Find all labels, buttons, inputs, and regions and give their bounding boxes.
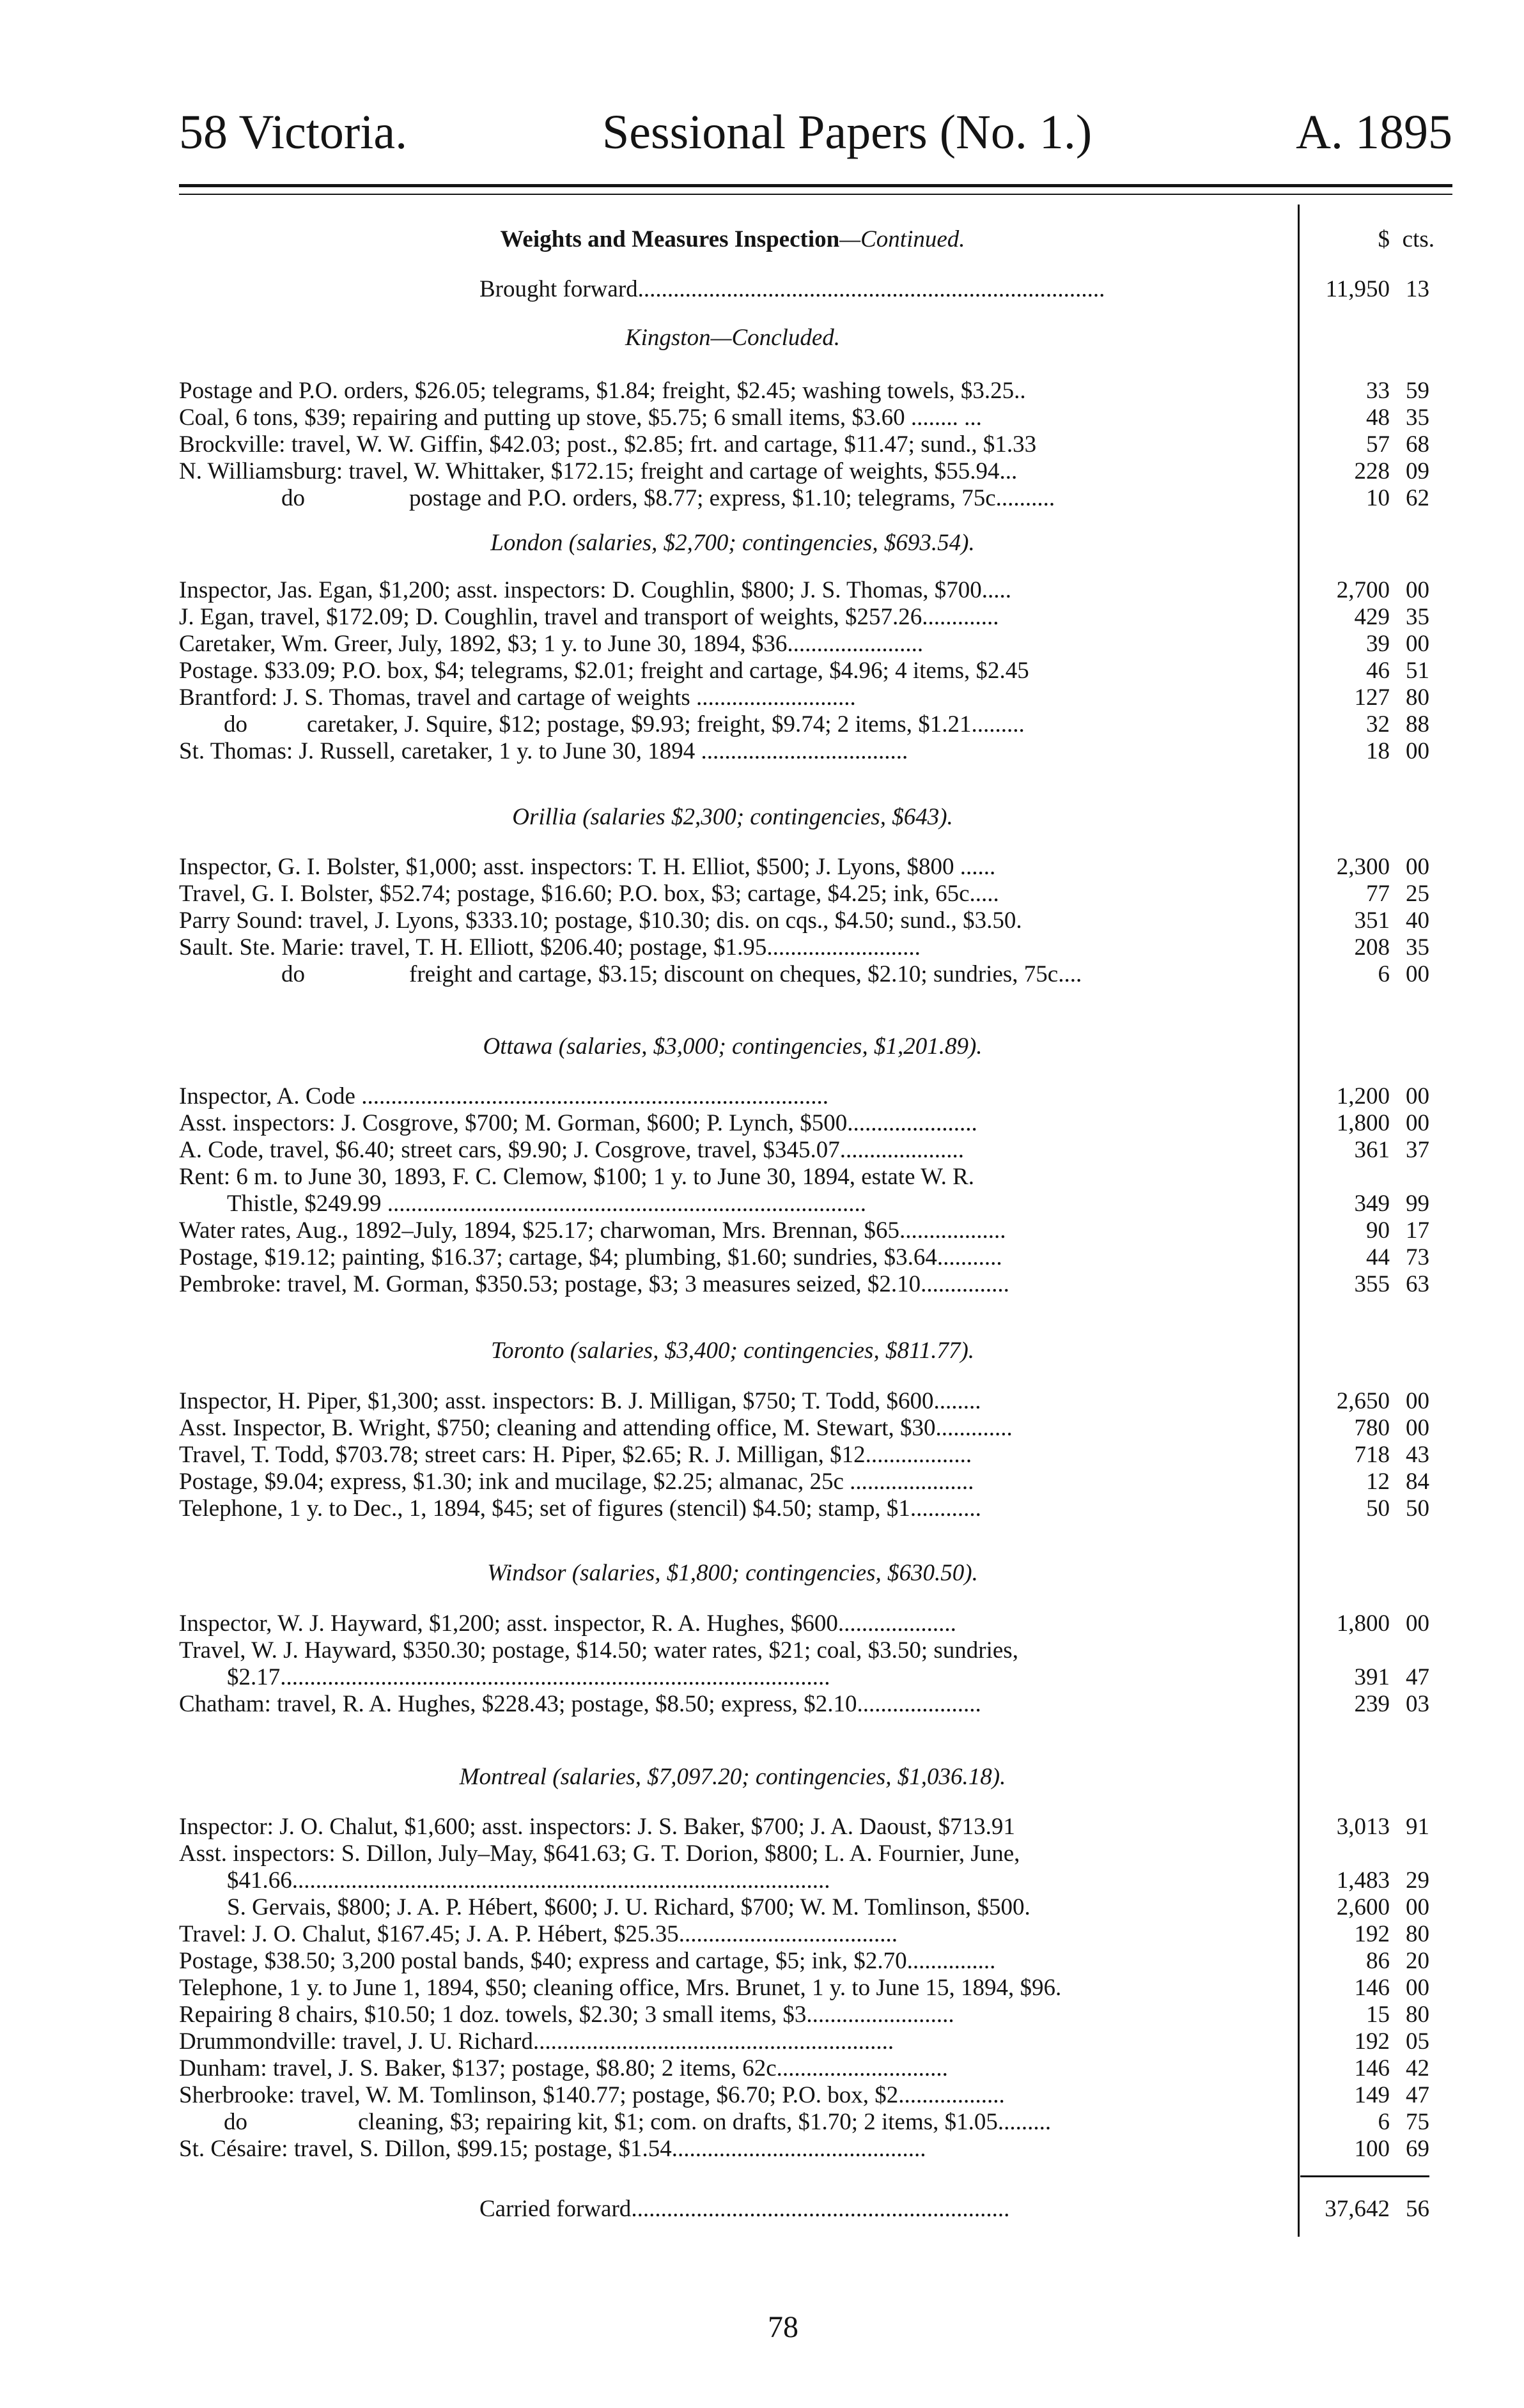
ledger-line: Rent: 6 m. to June 30, 1893, F. C. Clemow, $100; 1 y. to June 30, 1894, estate W. R. — [179, 1164, 975, 1190]
amount-cell: 12 84 — [1366, 1469, 1429, 1495]
amount-cell: 6 00 — [1378, 961, 1429, 987]
section-heading-montreal: Montreal (salaries, $7,097.20; contingencies, $1,036.18). — [459, 1764, 1006, 1790]
ledger-line: Dunham: travel, J. S. Baker, $137; postage, $8.80; 2 items, 62c............................. — [179, 2055, 948, 2081]
ledger-line: Sault. Ste. Marie: travel, T. H. Elliott, $206.40; postage, $1.95.......................... — [179, 934, 921, 961]
ledger-line: Drummondville: travel, J. U. Richard............................................................. — [179, 2028, 894, 2055]
header-publication: Sessional Papers (No. 1.) — [602, 105, 1092, 159]
section-heading-ottawa: Ottawa (salaries, $3,000; contingencies, $1,201.89). — [483, 1033, 983, 1060]
amount-cell: 351 40 — [1354, 907, 1429, 934]
amount-cell: 1,800 00 — [1336, 1610, 1429, 1637]
amount-cell: 2,650 00 — [1336, 1388, 1429, 1414]
ledger-line: Postage. $33.09; P.O. box, $4; telegrams, $2.01; freight and cartage, $4.96; 4 items, $2.45 — [179, 658, 1029, 684]
ledger-line: N. Williamsburg: travel, W. Whittaker, $172.15; freight and cartage of weights, $55.94... — [179, 458, 1018, 484]
ledger-line: J. Egan, travel, $172.09; D. Coughlin, travel and transport of weights, $257.26............. — [179, 604, 999, 630]
ledger-line: Inspector, G. I. Bolster, $1,000; asst. inspectors: T. H. Elliot, $500; J. Lyons, $800 ...... — [179, 854, 996, 880]
amount-cell: 718 43 — [1354, 1442, 1429, 1468]
ledger-line: Travel: J. O. Chalut, $167.45; J. A. P. Hébert, $25.35..................................... — [179, 1921, 898, 1947]
ledger-line: Inspector, W. J. Hayward, $1,200; asst. inspector, R. A. Hughes, $600.................... — [179, 1610, 956, 1637]
col-cents: cts. — [1402, 226, 1435, 252]
section-heading-orillia: Orillia (salaries $2,300; contingencies, $643). — [512, 804, 953, 830]
ledger-line: A. Code, travel, $6.40; street cars, $9.90; J. Cosgrove, travel, $345.07..................... — [179, 1137, 964, 1163]
ledger-line: St. Césaire: travel, S. Dillon, $99.15; postage, $1.54........................................... — [179, 2136, 926, 2162]
ledger-line: Asst. inspectors: J. Cosgrove, $700; M. Gorman, $600; P. Lynch, $500...................... — [179, 1110, 977, 1136]
ledger-line: S. Gervais, $800; J. A. P. Hébert, $600; J. U. Richard, $700; W. M. Tomlinson, $500. — [227, 1894, 1030, 1920]
ledger-line: Sherbrooke: travel, W. M. Tomlinson, $140.77; postage, $6.70; P.O. box, $2.................. — [179, 2082, 1005, 2108]
amount-cell: 1,483 29 — [1336, 1867, 1429, 1894]
amount-cell: 2,700 00 — [1336, 577, 1429, 603]
amount-cell: 1,800 00 — [1336, 1110, 1429, 1136]
amount-cell: 780 00 — [1354, 1415, 1429, 1441]
amount-cell: 33 59 — [1366, 378, 1429, 404]
ditto-mark: do — [281, 485, 305, 511]
ledger-line: Brantford: J. S. Thomas, travel and cartage of weights ........................... — [179, 684, 856, 711]
ledger-line: Travel, G. I. Bolster, $52.74; postage, $16.60; P.O. box, $3; cartage, $4.25; ink, 65c..... — [179, 881, 999, 907]
amount-cell: 39 00 — [1366, 631, 1429, 657]
amount-cell: 46 51 — [1366, 658, 1429, 684]
amount-cell: 391 47 — [1354, 1664, 1429, 1690]
brought-forward-label: Brought forward — [479, 276, 638, 302]
amount-cell: 192 05 — [1354, 2028, 1429, 2055]
amount-cell: 127 80 — [1354, 684, 1429, 711]
amount-cell: 48 35 — [1366, 405, 1429, 431]
amount-cell: 77 25 — [1366, 881, 1429, 907]
ledger-line: Water rates, Aug., 1892–July, 1894, $25.17; charwoman, Mrs. Brennan, $65.................. — [179, 1217, 1006, 1244]
carried-forward-amount: 37,642 56 — [1325, 2196, 1429, 2222]
amount-cell: 18 00 — [1366, 738, 1429, 764]
ledger-line: Postage and P.O. orders, $26.05; telegrams, $1.84; freight, $2.45; washing towels, $3.25.. — [179, 378, 1026, 404]
amount-cell: 3,013 91 — [1336, 1814, 1429, 1840]
ledger-line: Telephone, 1 y. to June 1, 1894, $50; cleaning office, Mrs. Brunet, 1 y. to June 15, 1894, $96. — [179, 1975, 1062, 2001]
amount-cell: 2,300 00 — [1336, 854, 1429, 880]
ledger-line-ditto: do caretaker, J. Squire, $12; postage, $9.93; freight, $9.74; 2 items, $1.21......... — [224, 711, 1025, 737]
ditto-mark: do — [224, 711, 247, 737]
ledger-line: Telephone, 1 y. to Dec., 1, 1894, $45; set of figures (stencil) $4.50; stamp, $1............ — [179, 1495, 981, 1522]
table-title-continued: —Continued. — [839, 226, 965, 252]
amount-cell: 146 00 — [1354, 1975, 1429, 2001]
amount-cell: 50 50 — [1366, 1495, 1429, 1522]
ledger-line: $2.17............................................................................................. — [227, 1664, 830, 1690]
ledger-line: Travel, W. J. Hayward, $350.30; postage, $14.50; water rates, $21; coal, $3.50; sundries, — [179, 1637, 1018, 1663]
amount-cell: 90 17 — [1366, 1217, 1429, 1244]
ledger-line: Inspector, Jas. Egan, $1,200; asst. inspectors: D. Coughlin, $800; J. S. Thomas, $700..... — [179, 577, 1012, 603]
ditto-mark: do — [281, 961, 305, 987]
ledger-line-ditto: do postage and P.O. orders, $8.77; express, $1.10; telegrams, 75c.......... — [281, 485, 1055, 511]
table-title — [179, 226, 1286, 253]
amount-cell: 239 03 — [1354, 1691, 1429, 1717]
ledger-line: Brockville: travel, W. W. Giffin, $42.03; post., $2.85; frt. and cartage, $11.47; sund., $1.33 — [179, 431, 1037, 458]
ledger-line-ditto: do freight and cartage, $3.15; discount on cheques, $2.10; sundries, 75c.... — [281, 961, 1082, 987]
amount-cell: 146 42 — [1354, 2055, 1429, 2081]
amount-cell: 100 69 — [1354, 2136, 1429, 2162]
ledger-line: Inspector, H. Piper, $1,300; asst. inspectors: B. J. Milligan, $750; T. Todd, $600........ — [179, 1388, 981, 1414]
brought-forward-leader: ............................................................................... — [637, 276, 1105, 302]
amount-cell: 192 80 — [1354, 1921, 1429, 1947]
section-heading-windsor: Windsor (salaries, $1,800; contingencies, $630.50). — [487, 1560, 978, 1586]
ledger-line: Coal, 6 tons, $39; repairing and putting up stove, $5.75; 6 small items, $3.60 ........ ... — [179, 405, 982, 431]
ledger-line: Asst. Inspector, B. Wright, $750; cleaning and attending office, M. Stewart, $30............. — [179, 1415, 1013, 1441]
amount-cell: 355 63 — [1354, 1271, 1429, 1297]
amount-cell: 10 62 — [1366, 485, 1429, 511]
col-dollars: $ — [1378, 226, 1390, 252]
ledger-line: Travel, T. Todd, $703.78; street cars: H. Piper, $2.65; R. J. Milligan, $12.................. — [179, 1442, 972, 1468]
ledger-line: Inspector, A. Code ............................................................................... — [179, 1083, 828, 1109]
carried-forward-leader: ................................................................ — [631, 2196, 1010, 2222]
ledger-line: Postage, $38.50; 3,200 postal bands, $40; express and cartage, $5; ink, $2.70............... — [179, 1948, 996, 1974]
ditto-mark: do — [224, 2109, 247, 2135]
ledger-line: Caretaker, Wm. Greer, July, 1892, $3; 1 y. to June 30, 1894, $36....................... — [179, 631, 924, 657]
header-rule-thin — [179, 194, 1452, 195]
amount-cell: 208 35 — [1354, 934, 1429, 961]
ledger-line: Inspector: J. O. Chalut, $1,600; asst. inspectors: J. S. Baker, $700; J. A. Daoust, $713.91 — [179, 1814, 1015, 1840]
ledger-line-ditto: do cleaning, $3; repairing kit, $1; com. on drafts, $1.70; 2 items, $1.05......... — [224, 2109, 1052, 2135]
ledger-line: Repairing 8 chairs, $10.50; 1 doz. towels, $2.30; 3 small items, $3......................... — [179, 2002, 954, 2028]
ledger-line: Postage, $9.04; express, $1.30; ink and mucilage, $2.25; almanac, 25c ..................... — [179, 1469, 974, 1495]
amount-cell: 32 88 — [1366, 711, 1429, 737]
header-rule-thick — [179, 184, 1452, 187]
page-number: 78 — [768, 2310, 798, 2344]
section-heading-kingston: Kingston—Concluded. — [625, 325, 841, 351]
amount-cell: 6 75 — [1378, 2109, 1429, 2135]
section-heading-toronto: Toronto (salaries, $3,400; contingencies, $811.77). — [490, 1338, 975, 1364]
ledger-line: Postage, $19.12; painting, $16.37; cartage, $4; plumbing, $1.60; sundries, $3.64........... — [179, 1244, 1002, 1270]
amount-column-header — [1308, 226, 1435, 253]
ledger-line: Pembroke: travel, M. Gorman, $350.53; postage, $3; 3 measures seized, $2.10............... — [179, 1271, 1009, 1297]
amount-cell: 44 73 — [1366, 1244, 1429, 1270]
table-title-main: Weights and Measures Inspection — [500, 226, 840, 252]
ledger-line: St. Thomas: J. Russell, caretaker, 1 y. to June 30, 1894 ................................... — [179, 738, 908, 764]
amount-cell: 1,200 00 — [1336, 1083, 1429, 1109]
amount-cell: 2,600 00 — [1336, 1894, 1429, 1920]
brought-forward-amount: 11,950 13 — [1325, 276, 1429, 302]
header-year: A. 1895 — [1296, 105, 1452, 159]
total-rule — [1300, 2175, 1429, 2177]
amount-cell: 15 80 — [1366, 2002, 1429, 2028]
amount-cell: 149 47 — [1354, 2082, 1429, 2108]
ledger-line: $41.66........................................................................................... — [227, 1867, 830, 1894]
amount-cell: 349 99 — [1354, 1191, 1429, 1217]
ledger-line: Parry Sound: travel, J. Lyons, $333.10; postage, $10.30; dis. on cqs., $4.50; sund., $3.50. — [179, 907, 1022, 934]
ledger-line: Thistle, $249.99 ................................................................................. — [227, 1191, 867, 1217]
amount-cell: 57 68 — [1366, 431, 1429, 458]
ledger-line: Chatham: travel, R. A. Hughes, $228.43; postage, $8.50; express, $2.10..................... — [179, 1691, 981, 1717]
amount-cell: 86 20 — [1366, 1948, 1429, 1974]
amount-cell: 429 35 — [1354, 604, 1429, 630]
amount-cell: 361 37 — [1354, 1137, 1429, 1163]
header-session: 58 Victoria. — [179, 105, 408, 159]
carried-forward-label: Carried forward — [479, 2196, 632, 2222]
section-heading-london: London (salaries, $2,700; contingencies, $693.54). — [490, 530, 975, 556]
ledger-line: Asst. inspectors: S. Dillon, July–May, $641.63; G. T. Dorion, $800; L. A. Fournier, June, — [179, 1841, 1020, 1867]
amount-cell: 228 09 — [1354, 458, 1429, 484]
